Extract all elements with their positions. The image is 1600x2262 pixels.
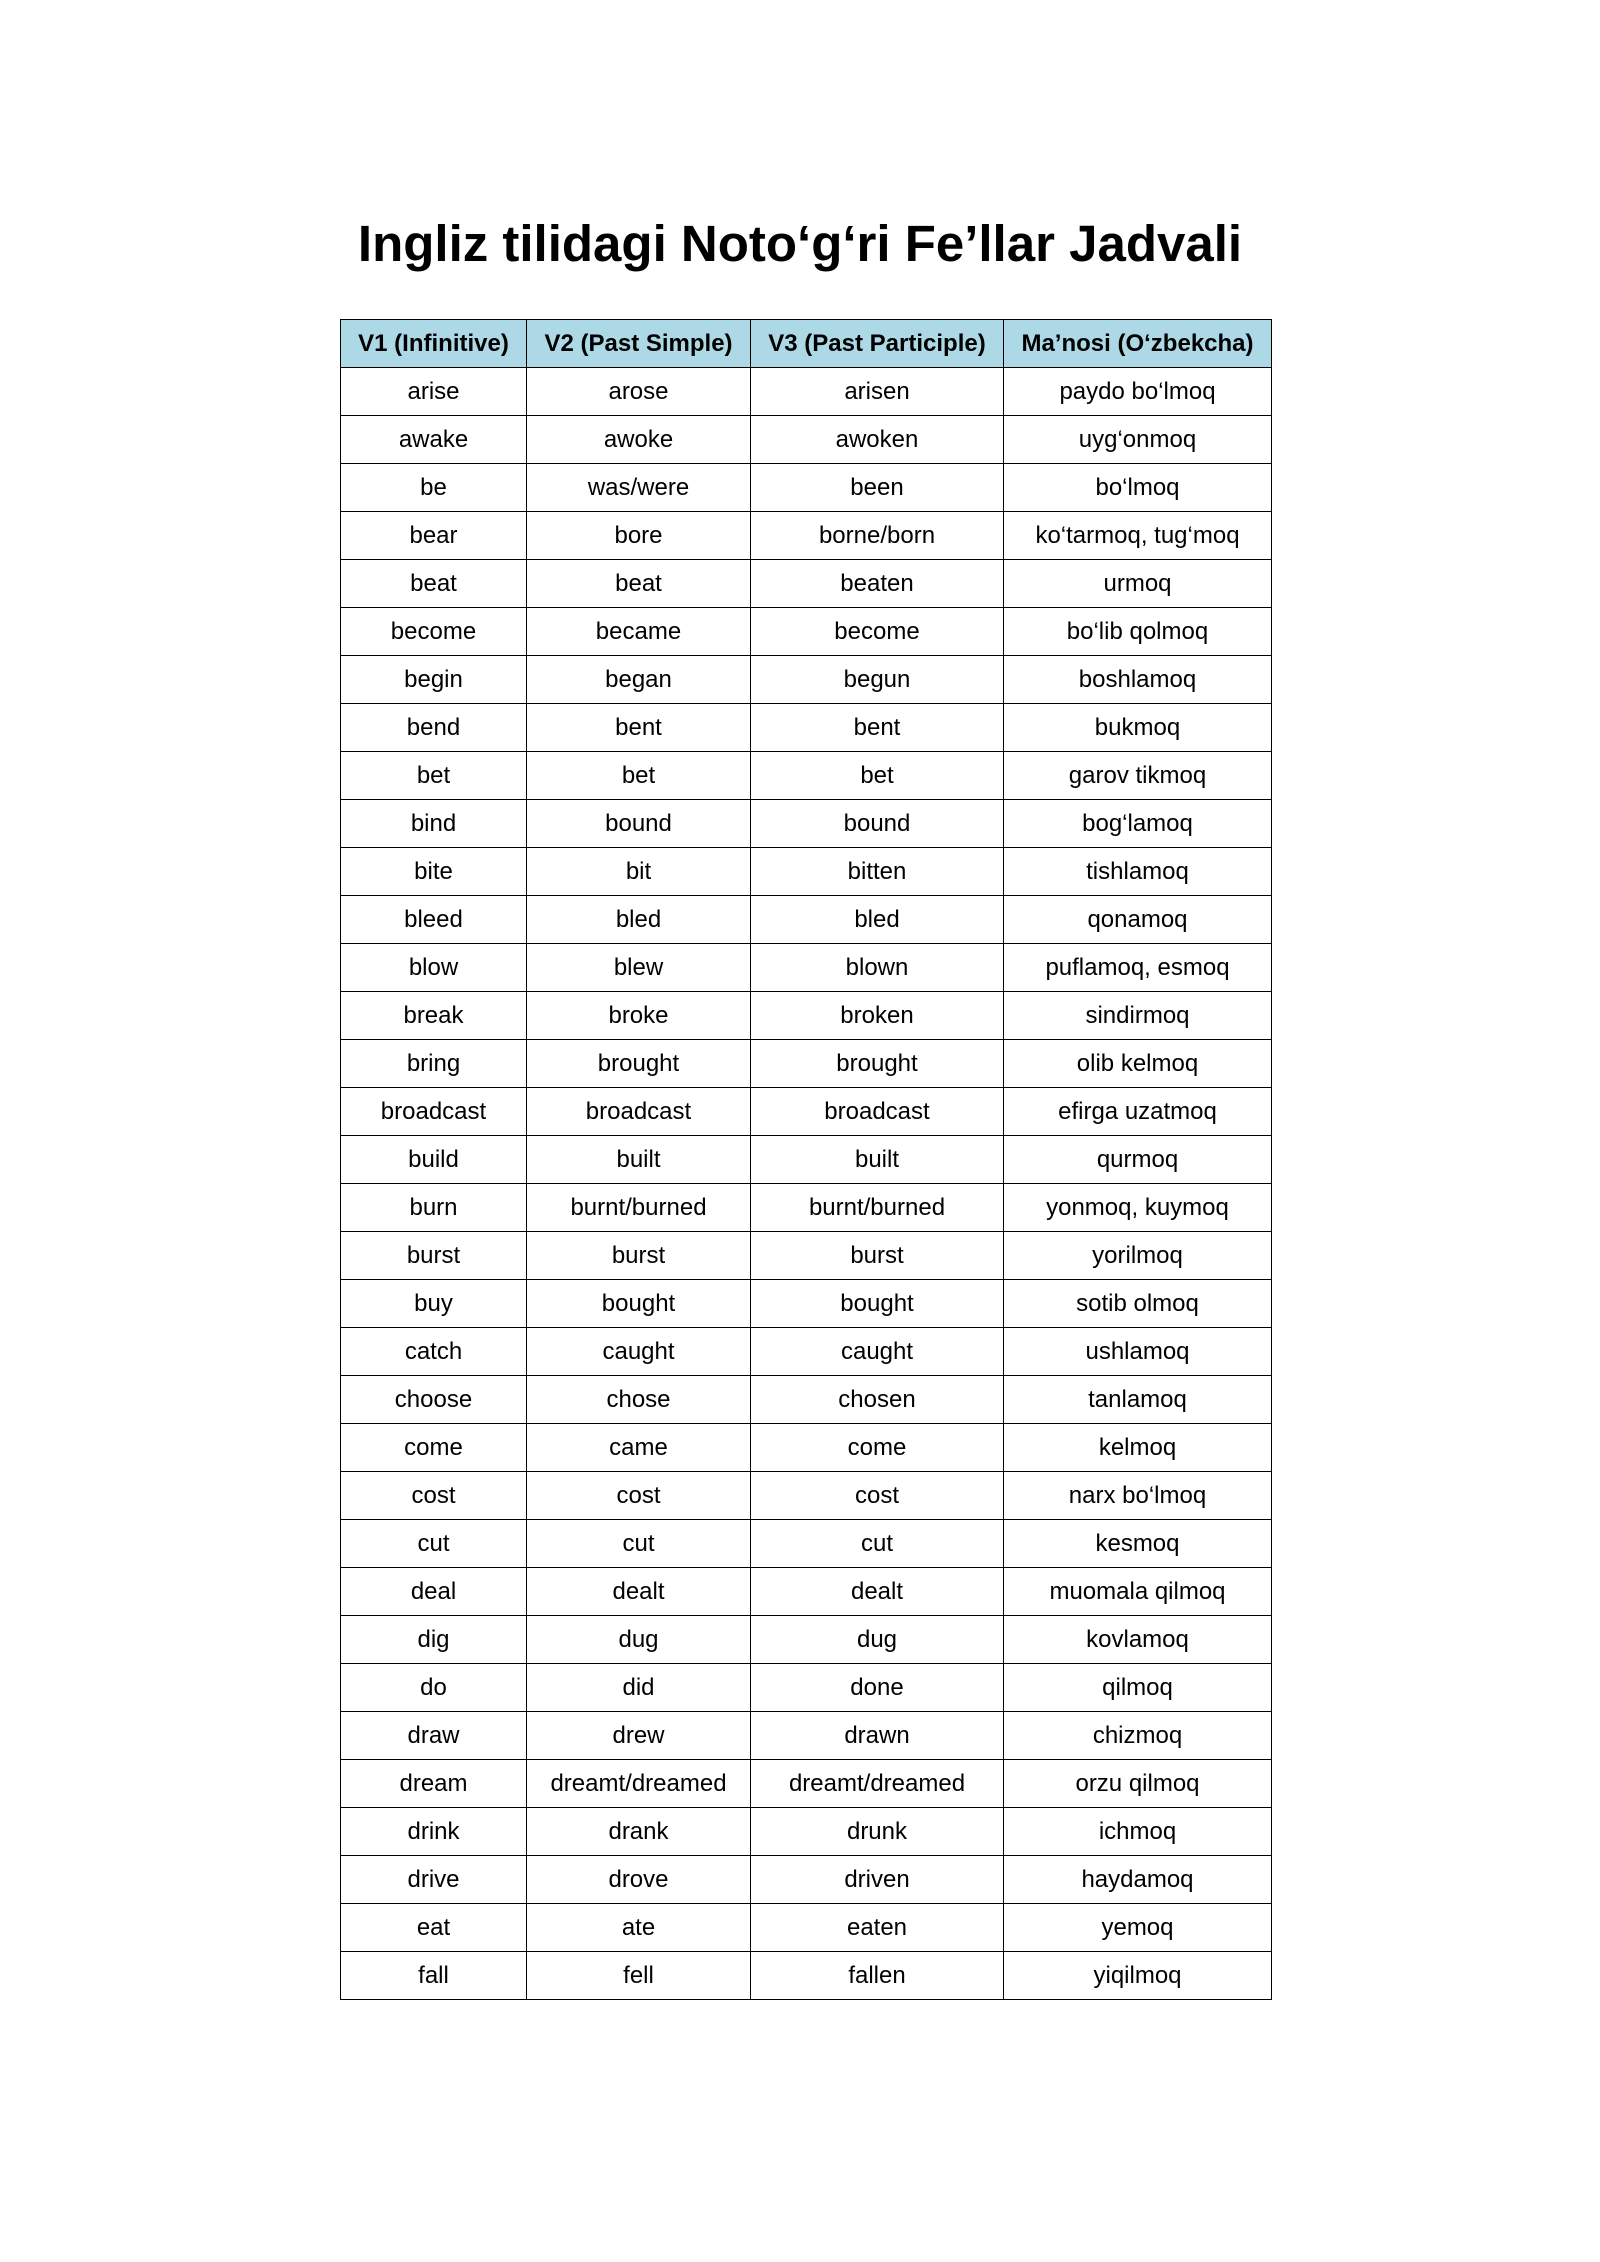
table-row [341, 560, 1272, 608]
cell-v2-past-simple: did [527, 1664, 751, 1712]
cell-v2-past-simple: came [527, 1424, 751, 1472]
cell-v3-past-participle: dealt [751, 1568, 1004, 1616]
cell-meaning-uzbek: bukmoq [1004, 704, 1272, 752]
cell-meaning-uzbek: paydo bo‘lmoq [1004, 368, 1272, 416]
cell-v1-infinitive: burn [341, 1184, 527, 1232]
cell-v1-infinitive: build [341, 1136, 527, 1184]
cell-v1-infinitive: drive [341, 1856, 527, 1904]
cell-meaning-uzbek: yiqilmoq [1004, 1952, 1272, 2000]
cell-meaning-uzbek: orzu qilmoq [1004, 1760, 1272, 1808]
cell-v2-past-simple: drove [527, 1856, 751, 1904]
cell-v1-infinitive: burst [341, 1232, 527, 1280]
cell-v3-past-participle: beaten [751, 560, 1004, 608]
cell-v2-past-simple: became [527, 608, 751, 656]
cell-v2-past-simple: fell [527, 1952, 751, 2000]
cell-meaning-uzbek: kovlamoq [1004, 1616, 1272, 1664]
cell-meaning-uzbek: bo‘lib qolmoq [1004, 608, 1272, 656]
cell-v3-past-participle: awoken [751, 416, 1004, 464]
cell-meaning-uzbek: ko‘tarmoq, tug‘moq [1004, 512, 1272, 560]
cell-v2-past-simple: dug [527, 1616, 751, 1664]
cell-v2-past-simple: ate [527, 1904, 751, 1952]
cell-v1-infinitive: draw [341, 1712, 527, 1760]
cell-v1-infinitive: eat [341, 1904, 527, 1952]
cell-v3-past-participle: arisen [751, 368, 1004, 416]
cell-v1-infinitive: bite [341, 848, 527, 896]
cell-v2-past-simple: burst [527, 1232, 751, 1280]
header-v1-infinitive: V1 (Infinitive) [341, 320, 527, 368]
cell-v1-infinitive: beat [341, 560, 527, 608]
cell-v2-past-simple: beat [527, 560, 751, 608]
cell-meaning-uzbek: qonamoq [1004, 896, 1272, 944]
cell-v1-infinitive: cost [341, 1472, 527, 1520]
cell-meaning-uzbek: ushlamoq [1004, 1328, 1272, 1376]
cell-v1-infinitive: bend [341, 704, 527, 752]
cell-v2-past-simple: bore [527, 512, 751, 560]
cell-v3-past-participle: broken [751, 992, 1004, 1040]
cell-meaning-uzbek: sotib olmoq [1004, 1280, 1272, 1328]
cell-v3-past-participle: chosen [751, 1376, 1004, 1424]
cell-v2-past-simple: broke [527, 992, 751, 1040]
table-row [341, 1136, 1272, 1184]
cell-meaning-uzbek: olib kelmoq [1004, 1040, 1272, 1088]
cell-v1-infinitive: bet [341, 752, 527, 800]
cell-meaning-uzbek: boshlamoq [1004, 656, 1272, 704]
cell-meaning-uzbek: yonmoq, kuymoq [1004, 1184, 1272, 1232]
cell-v2-past-simple: bound [527, 800, 751, 848]
header-meaning-uzbek: Ma’nosi (O‘zbekcha) [1004, 320, 1272, 368]
cell-v2-past-simple: bit [527, 848, 751, 896]
cell-meaning-uzbek: haydamoq [1004, 1856, 1272, 1904]
cell-v2-past-simple: awoke [527, 416, 751, 464]
table-row [341, 1568, 1272, 1616]
cell-v3-past-participle: drunk [751, 1808, 1004, 1856]
table-row [341, 704, 1272, 752]
cell-v2-past-simple: built [527, 1136, 751, 1184]
cell-v2-past-simple: was/were [527, 464, 751, 512]
header-v2-past-simple: V2 (Past Simple) [527, 320, 751, 368]
cell-v1-infinitive: come [341, 1424, 527, 1472]
cell-v3-past-participle: bitten [751, 848, 1004, 896]
cell-v3-past-participle: become [751, 608, 1004, 656]
cell-v2-past-simple: bought [527, 1280, 751, 1328]
table-row [341, 1808, 1272, 1856]
cell-v2-past-simple: bet [527, 752, 751, 800]
cell-v1-infinitive: choose [341, 1376, 527, 1424]
cell-v3-past-participle: borne/born [751, 512, 1004, 560]
cell-v2-past-simple: broadcast [527, 1088, 751, 1136]
cell-v3-past-participle: done [751, 1664, 1004, 1712]
cell-v1-infinitive: bleed [341, 896, 527, 944]
cell-v2-past-simple: began [527, 656, 751, 704]
cell-v2-past-simple: caught [527, 1328, 751, 1376]
cell-v2-past-simple: burnt/burned [527, 1184, 751, 1232]
cell-v3-past-participle: cut [751, 1520, 1004, 1568]
cell-meaning-uzbek: tanlamoq [1004, 1376, 1272, 1424]
table-row [341, 512, 1272, 560]
cell-v1-infinitive: bear [341, 512, 527, 560]
cell-v3-past-participle: eaten [751, 1904, 1004, 1952]
table-row [341, 944, 1272, 992]
table-row [341, 1760, 1272, 1808]
table-row [341, 368, 1272, 416]
cell-v3-past-participle: brought [751, 1040, 1004, 1088]
cell-meaning-uzbek: garov tikmoq [1004, 752, 1272, 800]
cell-meaning-uzbek: yorilmoq [1004, 1232, 1272, 1280]
cell-meaning-uzbek: urmoq [1004, 560, 1272, 608]
table-body [341, 368, 1272, 2000]
cell-v3-past-participle: burst [751, 1232, 1004, 1280]
cell-v2-past-simple: bled [527, 896, 751, 944]
cell-meaning-uzbek: kesmoq [1004, 1520, 1272, 1568]
cell-v3-past-participle: drawn [751, 1712, 1004, 1760]
table-row [341, 1424, 1272, 1472]
table-header-row [341, 320, 1272, 368]
cell-v3-past-participle: been [751, 464, 1004, 512]
cell-v3-past-participle: blown [751, 944, 1004, 992]
irregular-verbs-table [340, 319, 1272, 2000]
table-row [341, 992, 1272, 1040]
cell-v1-infinitive: catch [341, 1328, 527, 1376]
cell-v1-infinitive: begin [341, 656, 527, 704]
table-row [341, 1040, 1272, 1088]
table-row [341, 1520, 1272, 1568]
cell-v1-infinitive: dream [341, 1760, 527, 1808]
page-title: Ingliz tilidagi Noto‘g‘ri Fe’llar Jadvali [357, 215, 1243, 272]
table-row [341, 896, 1272, 944]
table-row [341, 1472, 1272, 1520]
cell-meaning-uzbek: muomala qilmoq [1004, 1568, 1272, 1616]
cell-v3-past-participle: driven [751, 1856, 1004, 1904]
cell-v3-past-participle: begun [751, 656, 1004, 704]
table-row [341, 1184, 1272, 1232]
cell-meaning-uzbek: bog‘lamoq [1004, 800, 1272, 848]
table-row [341, 608, 1272, 656]
cell-v1-infinitive: blow [341, 944, 527, 992]
table-row [341, 1856, 1272, 1904]
table-row [341, 1280, 1272, 1328]
cell-meaning-uzbek: efirga uzatmoq [1004, 1088, 1272, 1136]
cell-meaning-uzbek: narx bo‘lmoq [1004, 1472, 1272, 1520]
cell-v2-past-simple: chose [527, 1376, 751, 1424]
cell-v3-past-participle: built [751, 1136, 1004, 1184]
cell-v2-past-simple: dreamt/dreamed [527, 1760, 751, 1808]
cell-v1-infinitive: become [341, 608, 527, 656]
cell-v3-past-participle: fallen [751, 1952, 1004, 2000]
table-row [341, 800, 1272, 848]
cell-v1-infinitive: broadcast [341, 1088, 527, 1136]
cell-v3-past-participle: cost [751, 1472, 1004, 1520]
cell-meaning-uzbek: uyg‘onmoq [1004, 416, 1272, 464]
cell-meaning-uzbek: sindirmoq [1004, 992, 1272, 1040]
cell-v1-infinitive: awake [341, 416, 527, 464]
table-row [341, 752, 1272, 800]
cell-meaning-uzbek: ichmoq [1004, 1808, 1272, 1856]
cell-meaning-uzbek: bo‘lmoq [1004, 464, 1272, 512]
cell-v1-infinitive: dig [341, 1616, 527, 1664]
table-row [341, 1232, 1272, 1280]
table-row [341, 1952, 1272, 2000]
table-row [341, 1616, 1272, 1664]
cell-meaning-uzbek: puflamoq, esmoq [1004, 944, 1272, 992]
cell-v3-past-participle: bought [751, 1280, 1004, 1328]
cell-meaning-uzbek: qurmoq [1004, 1136, 1272, 1184]
cell-v2-past-simple: brought [527, 1040, 751, 1088]
cell-v3-past-participle: burnt/burned [751, 1184, 1004, 1232]
cell-v1-infinitive: bring [341, 1040, 527, 1088]
cell-v1-infinitive: break [341, 992, 527, 1040]
table-row [341, 1712, 1272, 1760]
cell-v1-infinitive: cut [341, 1520, 527, 1568]
table-row [341, 1904, 1272, 1952]
cell-v3-past-participle: dug [751, 1616, 1004, 1664]
cell-v2-past-simple: blew [527, 944, 751, 992]
cell-v1-infinitive: bind [341, 800, 527, 848]
cell-v3-past-participle: bled [751, 896, 1004, 944]
table-row [341, 1664, 1272, 1712]
table-row [341, 848, 1272, 896]
cell-meaning-uzbek: chizmoq [1004, 1712, 1272, 1760]
cell-v2-past-simple: bent [527, 704, 751, 752]
table-row [341, 1088, 1272, 1136]
table-row [341, 656, 1272, 704]
table-row [341, 1328, 1272, 1376]
table-row [341, 464, 1272, 512]
cell-v2-past-simple: dealt [527, 1568, 751, 1616]
cell-v2-past-simple: drank [527, 1808, 751, 1856]
cell-v1-infinitive: deal [341, 1568, 527, 1616]
cell-v3-past-participle: bound [751, 800, 1004, 848]
table-row [341, 416, 1272, 464]
header-v3-past-participle: V3 (Past Participle) [751, 320, 1004, 368]
table-row [341, 1376, 1272, 1424]
cell-v3-past-participle: come [751, 1424, 1004, 1472]
cell-v1-infinitive: arise [341, 368, 527, 416]
cell-v3-past-participle: caught [751, 1328, 1004, 1376]
cell-v2-past-simple: cut [527, 1520, 751, 1568]
cell-meaning-uzbek: qilmoq [1004, 1664, 1272, 1712]
cell-v1-infinitive: be [341, 464, 527, 512]
cell-v3-past-participle: broadcast [751, 1088, 1004, 1136]
cell-meaning-uzbek: yemoq [1004, 1904, 1272, 1952]
cell-v1-infinitive: do [341, 1664, 527, 1712]
cell-v2-past-simple: drew [527, 1712, 751, 1760]
cell-v2-past-simple: arose [527, 368, 751, 416]
cell-meaning-uzbek: tishlamoq [1004, 848, 1272, 896]
cell-v1-infinitive: fall [341, 1952, 527, 2000]
cell-v3-past-participle: dreamt/dreamed [751, 1760, 1004, 1808]
cell-meaning-uzbek: kelmoq [1004, 1424, 1272, 1472]
cell-v3-past-participle: bet [751, 752, 1004, 800]
cell-v1-infinitive: drink [341, 1808, 527, 1856]
cell-v1-infinitive: buy [341, 1280, 527, 1328]
cell-v3-past-participle: bent [751, 704, 1004, 752]
cell-v2-past-simple: cost [527, 1472, 751, 1520]
